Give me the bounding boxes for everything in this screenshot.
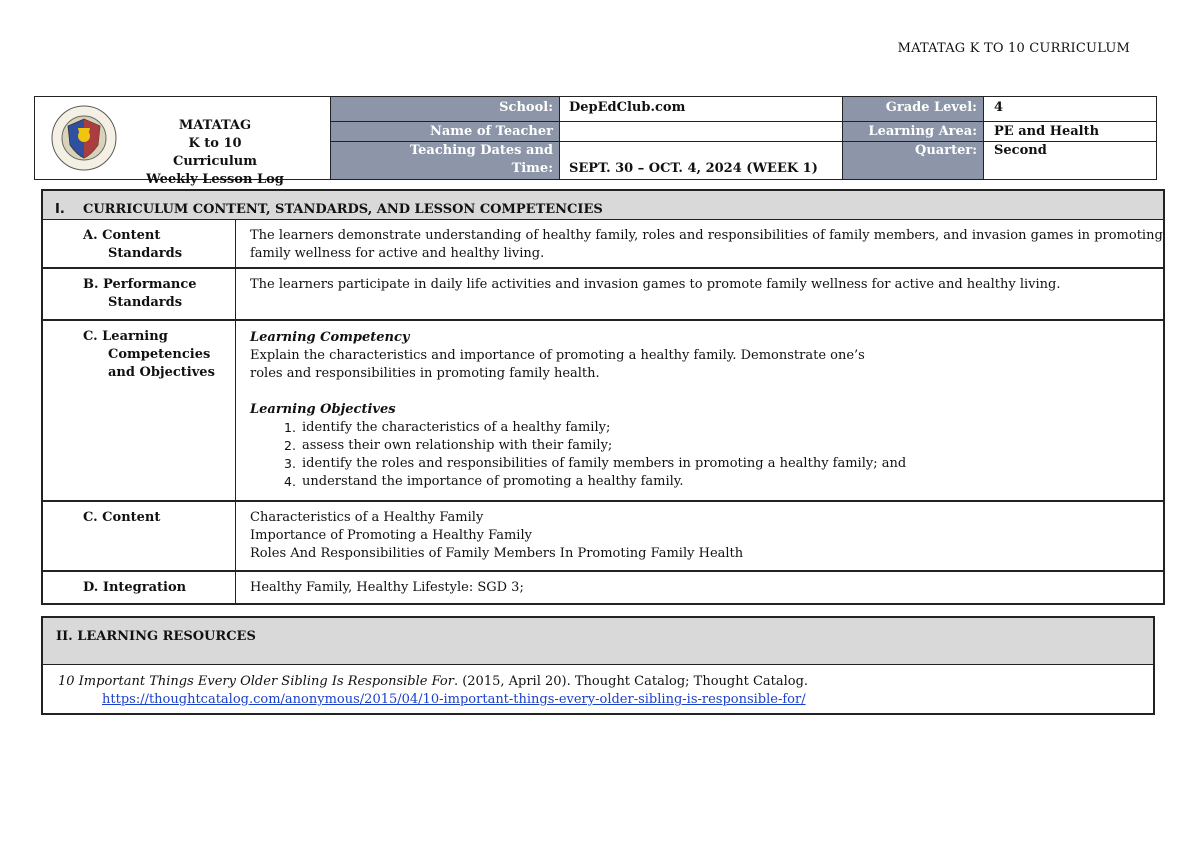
objective-text: understand the importance of promoting a healthy family. bbox=[302, 474, 684, 489]
objective-text: assess their own relationship with their family; bbox=[302, 438, 613, 453]
teaching-dates-label bbox=[331, 142, 560, 179]
content-text bbox=[237, 502, 1163, 570]
teaching-dates-label-line: Teaching Dates and bbox=[409, 143, 553, 158]
objective-item bbox=[284, 437, 1163, 455]
objective-item bbox=[284, 473, 1163, 491]
reference-details: . (2015, April 20). Thought Catalog; Thought Catalog. bbox=[453, 674, 809, 689]
learning-area-label: Learning Area: bbox=[843, 122, 984, 142]
logo-title-line: K to 10 Curriculum bbox=[173, 136, 257, 169]
lesson-log-header-table bbox=[34, 96, 1157, 187]
objective-item bbox=[284, 455, 1163, 473]
teacher-label: Name of Teacher bbox=[331, 122, 560, 142]
learning-area-value: PE and Health bbox=[984, 122, 1156, 142]
content-standards-row bbox=[43, 220, 1163, 269]
label-line: Standards bbox=[108, 246, 183, 261]
competencies-label bbox=[43, 321, 236, 500]
logo-title bbox=[145, 117, 285, 189]
reference-citation bbox=[58, 673, 1153, 691]
teacher-value bbox=[560, 122, 843, 142]
performance-standards-text: The learners participate in daily life activities and invasion games to promote family wellness for active and healthy living. bbox=[250, 277, 1061, 292]
objective-text: identify the roles and responsibilities of family members in promoting a healthy family; and bbox=[302, 456, 907, 471]
label-line: C. Learning bbox=[83, 329, 168, 344]
competency-line: roles and responsibilities in promoting family health. bbox=[250, 366, 600, 381]
logo-cell bbox=[35, 97, 331, 187]
teaching-dates-label-line: Time: bbox=[511, 161, 553, 176]
content-line: Importance of Promoting a Healthy Family bbox=[250, 528, 532, 543]
section-title: II. LEARNING RESOURCES bbox=[43, 618, 1153, 665]
integration-row bbox=[43, 572, 1163, 603]
content-row bbox=[43, 502, 1163, 572]
objective-number: 1. bbox=[284, 420, 296, 435]
objective-text: identify the characteristics of a healthy family; bbox=[302, 420, 611, 435]
label-line: Standards bbox=[108, 295, 183, 310]
label-line: B. Performance bbox=[83, 277, 197, 292]
quarter-value: Second bbox=[994, 143, 1047, 158]
section-learning-resources bbox=[41, 616, 1155, 715]
objectives-heading: Learning Objectives bbox=[250, 402, 396, 417]
content-standards-text: The learners demonstrate understanding of healthy family, roles and responsibilities of family members, and invasion games in promoting family wellness for active and healthy living. bbox=[250, 228, 1163, 261]
logo-title-line: MATATAG bbox=[178, 118, 252, 133]
grade-level-value: 4 bbox=[984, 97, 1156, 122]
integration-label: D. Integration bbox=[43, 572, 236, 603]
label-line: and Objectives bbox=[108, 365, 215, 380]
content-standards-label bbox=[43, 220, 236, 267]
school-value: DepEdClub.com bbox=[560, 97, 843, 122]
competency-heading: Learning Competency bbox=[250, 330, 410, 345]
section-title-text: CURRICULUM CONTENT, STANDARDS, AND LESSON COMPETENCIES bbox=[83, 202, 603, 217]
content-line: Roles And Responsibilities of Family Members In Promoting Family Health bbox=[250, 546, 744, 561]
objectives-list bbox=[250, 419, 1163, 491]
deped-seal-icon bbox=[51, 105, 117, 171]
running-header: MATATAG K TO 10 CURRICULUM bbox=[897, 41, 1130, 56]
section-number: I. bbox=[55, 202, 65, 217]
logo-title-line: Weekly Lesson Log bbox=[146, 172, 284, 187]
reference-title: 10 Important Things Every Older Sibling Is Responsible For bbox=[58, 674, 454, 689]
objective-number: 2. bbox=[284, 438, 296, 453]
section-title bbox=[43, 191, 1163, 220]
performance-standards-label bbox=[43, 269, 236, 319]
competency-line: Explain the characteristics and importance of promoting a healthy family. Demonstrate one’s bbox=[250, 348, 865, 363]
section-curriculum-content bbox=[41, 189, 1165, 605]
competencies-row bbox=[43, 321, 1163, 502]
objective-number: 4. bbox=[284, 474, 296, 489]
content-label: C. Content bbox=[43, 502, 236, 570]
school-label: School: bbox=[331, 97, 560, 122]
resource-reference bbox=[43, 665, 1153, 713]
label-line: Competencies bbox=[108, 347, 211, 362]
label-line: A. Content bbox=[83, 228, 161, 243]
reference-link[interactable]: https://thoughtcatalog.com/anonymous/2015/04/10-important-things-every-older-sibling-is-responsible-for/ bbox=[102, 692, 806, 707]
content-line: Characteristics of a Healthy Family bbox=[250, 510, 484, 525]
integration-text: Healthy Family, Healthy Lifestyle: SGD 3; bbox=[250, 580, 524, 595]
performance-standards-row bbox=[43, 269, 1163, 321]
competencies-text bbox=[237, 321, 1163, 500]
grade-level-label: Grade Level: bbox=[843, 97, 984, 122]
objective-number: 3. bbox=[284, 456, 296, 471]
quarter-label: Quarter: bbox=[843, 142, 984, 179]
teaching-dates-value: SEPT. 30 – OCT. 4, 2024 (WEEK 1) bbox=[560, 142, 843, 179]
objective-item bbox=[284, 419, 1163, 437]
